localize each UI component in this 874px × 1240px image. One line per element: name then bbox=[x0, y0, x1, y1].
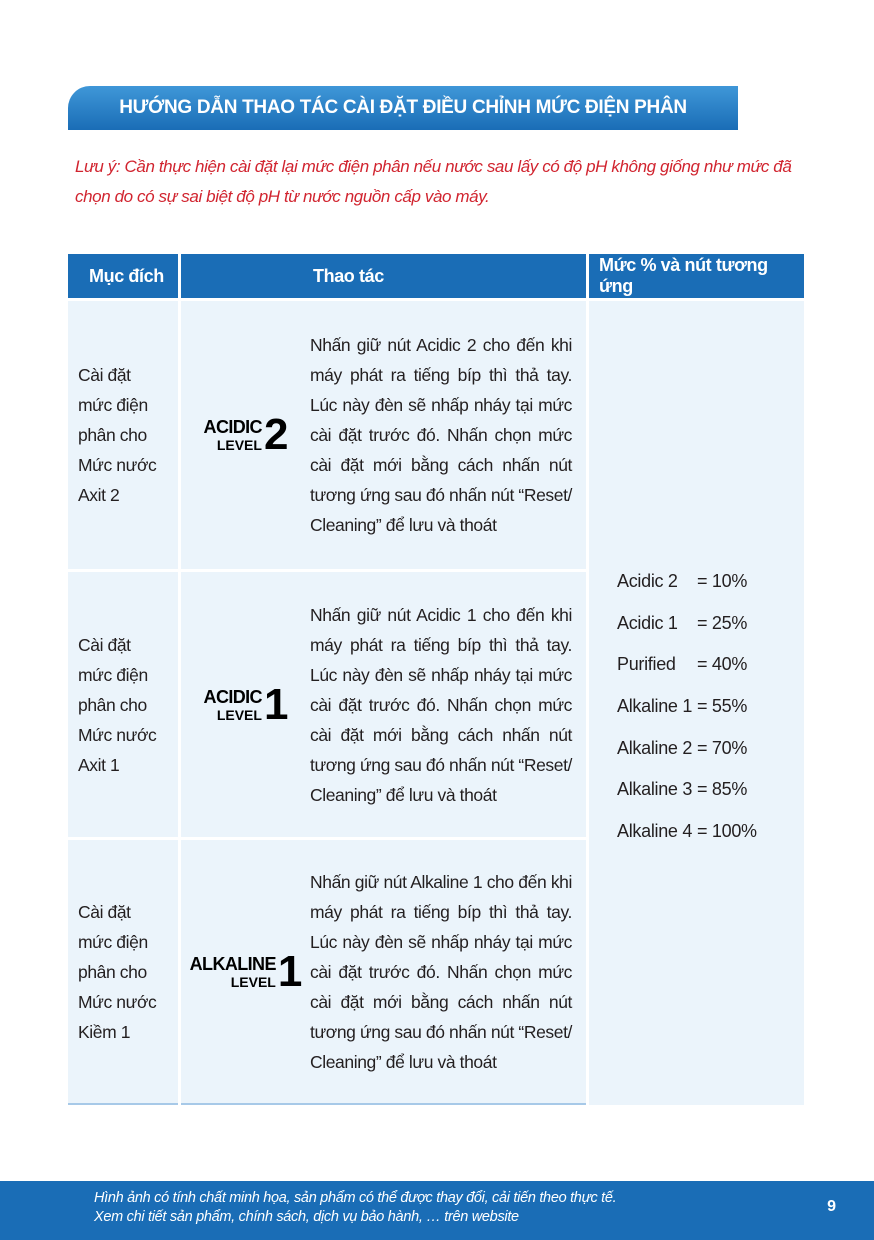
purpose-cell: Cài đặt mức điện phân cho Mức nước Kiềm 1 bbox=[68, 837, 178, 1105]
level-name: Alkaline 3 bbox=[617, 779, 693, 800]
level-name: Purified bbox=[617, 654, 676, 675]
header-operation: Thao tác bbox=[181, 254, 586, 301]
note-text: Lưu ý: Cần thực hiện cài đặt lại mức điện phân nếu nước sau lấy có độ pH không giống như mức đã chọn do có sự sai biệt độ pH từ nước nguồn cấp vào máy. bbox=[75, 157, 792, 206]
operation-cell bbox=[181, 837, 586, 1105]
footer-line-2: Xem chi tiết sản phẩm, chính sách, dịch vụ bảo hành, … trên website bbox=[94, 1209, 519, 1225]
page-number: 9 bbox=[827, 1198, 836, 1215]
level-item bbox=[617, 561, 803, 603]
level-name: Alkaline 2 bbox=[617, 737, 693, 758]
footer-line-1: Hình ảnh có tính chất minh họa, sản phẩm có thể được thay đổi, cải tiến theo thực tế. bbox=[94, 1190, 617, 1206]
table-row bbox=[68, 301, 804, 569]
badge-number: 1 bbox=[277, 946, 303, 996]
purpose-cell: Cài đặt mức điện phân cho Mức nước Axit 2 bbox=[68, 301, 178, 569]
instruction-text: Nhấn giữ nút Acidic 1 cho đến khi máy phát ra tiếng bíp thì thả tay. Lúc này đèn sẽ nhấp nháy tại mức cài đặt trước đó. Nhấn chọn mức cài đặt mới bằng cách nhấn nút tương ứng sau đó nhấn nút “Reset/ Cleaning” để lưu và thoát bbox=[310, 604, 573, 805]
level-value: = 40% bbox=[697, 654, 748, 675]
level-list-cell bbox=[589, 301, 804, 1105]
operation-cell bbox=[181, 569, 586, 837]
level-value: = 10% bbox=[697, 570, 748, 591]
level-value: = 70% bbox=[697, 737, 748, 758]
level-name: Acidic 2 bbox=[617, 570, 678, 591]
badge-word: ACIDIC bbox=[203, 686, 262, 707]
instruction-text: Nhấn giữ nút Acidic 2 cho đến khi máy phát ra tiếng bíp thì thả tay. Lúc này đèn sẽ nhấp nháy tại mức cài đặt trước đó. Nhấn chọn mức cài đặt mới bằng cách nhấn nút tương ứng sau đó nhấn nút “Reset/ Cleaning” để lưu và thoát bbox=[310, 335, 573, 535]
badge-level: LEVEL bbox=[216, 706, 262, 723]
badge-level: LEVEL bbox=[216, 437, 262, 453]
badge-word: ALKALINE bbox=[189, 953, 276, 974]
section-title-bar bbox=[68, 86, 738, 130]
level-value: = 55% bbox=[697, 696, 748, 716]
badge-word: ACIDIC bbox=[203, 417, 262, 437]
level-item bbox=[617, 686, 803, 728]
acidic-level-2-button-label bbox=[182, 410, 310, 459]
level-value: = 85% bbox=[697, 779, 748, 800]
header-purpose: Mục đích bbox=[68, 254, 178, 301]
header-level: Mức % và nút tương ứng bbox=[589, 254, 804, 301]
level-item bbox=[617, 602, 803, 644]
level-item bbox=[617, 811, 803, 853]
settings-table bbox=[65, 254, 807, 1105]
table-header-row bbox=[68, 254, 804, 301]
badge-number: 2 bbox=[263, 410, 289, 459]
operation-cell bbox=[181, 301, 586, 569]
acidic-level-1-button-label bbox=[182, 679, 310, 729]
badge-number: 1 bbox=[263, 679, 289, 729]
level-item bbox=[617, 727, 803, 769]
purpose-cell: Cài đặt mức điện phân cho Mức nước Axit 1 bbox=[68, 569, 178, 837]
section-title: HƯỚNG DẪN THAO TÁC CÀI ĐẶT ĐIỀU CHỈNH MỨC ĐIỆN PHÂN bbox=[119, 97, 687, 118]
level-item bbox=[617, 769, 803, 811]
level-name: Alkaline 1 bbox=[617, 696, 693, 716]
level-name: Acidic 1 bbox=[617, 612, 678, 633]
level-value: = 100% bbox=[697, 821, 757, 842]
level-item bbox=[617, 644, 803, 686]
level-value: = 25% bbox=[697, 612, 748, 633]
footer-bar bbox=[0, 1181, 874, 1240]
instruction-text: Nhấn giữ nút Alkaline 1 cho đến khi máy phát ra tiếng bíp thì thả tay. Lúc này đèn sẽ nhấp nháy tại mức cài đặt trước đó. Nhấn chọn mức cài đặt mới bằng cách nhấn nút tương ứng sau đó nhấn nút “Reset/ Cleaning” để lưu và thoát bbox=[310, 871, 573, 1072]
badge-level: LEVEL bbox=[230, 973, 276, 990]
alkaline-level-1-button-label bbox=[182, 946, 310, 996]
footer-disclaimer bbox=[94, 1189, 616, 1227]
level-name: Alkaline 4 bbox=[617, 821, 693, 842]
